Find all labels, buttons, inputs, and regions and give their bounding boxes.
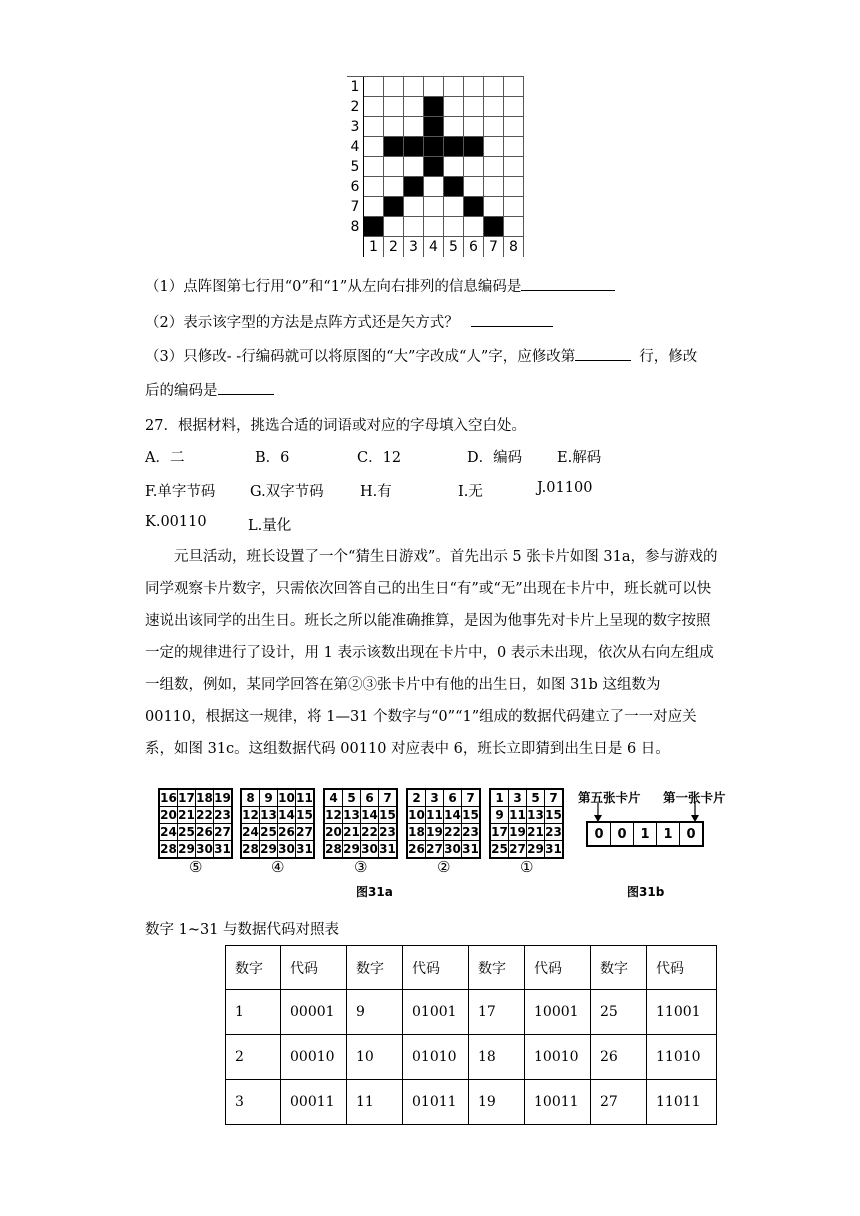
option-a: A．二 xyxy=(145,450,185,466)
card-number: 16 xyxy=(160,791,177,805)
card-number: 21 xyxy=(178,808,195,822)
card-number: 25 xyxy=(178,825,195,839)
card-number: 29 xyxy=(343,842,360,856)
figure-31a-caption: 图31a xyxy=(356,885,393,899)
matrix-cell xyxy=(504,117,524,137)
matrix-cell xyxy=(484,217,504,237)
code-table xyxy=(225,945,717,1125)
card-number: 18 xyxy=(408,825,425,839)
card-number: 22 xyxy=(361,825,378,839)
card-number: 6 xyxy=(361,789,379,807)
matrix-cell xyxy=(424,137,444,157)
table-cell: 01001 xyxy=(403,990,469,1035)
matrix-cell xyxy=(464,217,484,237)
card-number: 2 xyxy=(407,789,426,807)
matrix-cell xyxy=(384,77,404,97)
matrix-cell xyxy=(504,217,524,237)
matrix-cell xyxy=(464,157,484,177)
card-number: 8 xyxy=(241,789,260,807)
option-g: G.双字节码 xyxy=(250,484,324,500)
card-number: 26 xyxy=(278,825,295,839)
matrix-col-label: 5 xyxy=(444,237,464,257)
matrix-cell xyxy=(424,77,444,97)
table-cell: 27 xyxy=(591,1080,647,1125)
fig31b-label-right: 第一张卡片 xyxy=(663,790,726,805)
matrix-cell xyxy=(464,97,484,117)
table-cell: 9 xyxy=(347,990,403,1035)
matrix-cell xyxy=(484,117,504,137)
matrix-cell xyxy=(444,137,464,157)
matrix-cell xyxy=(404,177,424,197)
matrix-cell xyxy=(484,157,504,177)
matrix-cell xyxy=(504,197,524,217)
table-row xyxy=(226,990,717,1035)
bit-cell: 0 xyxy=(611,823,634,845)
card-number: 29 xyxy=(178,842,195,856)
table-cell: 11001 xyxy=(647,990,717,1035)
card-number: 5 xyxy=(527,789,545,807)
card-number: 14 xyxy=(278,808,295,822)
card-number: 23 xyxy=(462,825,479,839)
matrix-cell xyxy=(404,97,424,117)
table-cell: 00001 xyxy=(281,990,347,1035)
matrix-cell xyxy=(504,137,524,157)
option-d: D．编码 xyxy=(467,450,523,466)
matrix-cell xyxy=(404,157,424,177)
card-number: 11 xyxy=(296,791,313,805)
number-card xyxy=(406,788,481,859)
card-number: 24 xyxy=(242,825,259,839)
card-number: 17 xyxy=(178,791,195,805)
table-header-cell: 代码 xyxy=(647,946,717,990)
fig31b-bit-box xyxy=(586,821,704,847)
card-number: 31 xyxy=(214,842,231,856)
card-label: ⑤ xyxy=(189,858,203,876)
card-label: ④ xyxy=(271,858,285,876)
matrix-col-label: 4 xyxy=(424,237,444,257)
table-cell: 10011 xyxy=(525,1080,591,1125)
matrix-cell xyxy=(364,197,384,217)
card-number: 22 xyxy=(196,808,213,822)
card-number: 25 xyxy=(491,842,508,856)
table-header-cell: 数字 xyxy=(469,946,525,990)
card-number: 7 xyxy=(379,789,398,807)
matrix-cell xyxy=(484,97,504,117)
card-number: 20 xyxy=(160,808,177,822)
bit-cell: 1 xyxy=(657,823,680,845)
number-card xyxy=(489,788,564,859)
card-number: 27 xyxy=(509,842,526,856)
number-card xyxy=(240,788,315,859)
card-number: 30 xyxy=(444,842,461,856)
option-k: K.00110 xyxy=(145,514,207,530)
card-number: 23 xyxy=(545,825,562,839)
card-number: 21 xyxy=(343,825,360,839)
matrix-row-label: 5 xyxy=(347,157,364,177)
matrix-col-label: 7 xyxy=(484,237,504,257)
matrix-cell xyxy=(424,197,444,217)
table-cell: 10010 xyxy=(525,1035,591,1080)
card-number: 7 xyxy=(462,789,481,807)
card-number: 15 xyxy=(545,808,562,822)
option-h: H.有 xyxy=(360,484,392,500)
matrix-row-label: 2 xyxy=(347,97,364,117)
matrix-cell xyxy=(364,157,384,177)
card-number: 7 xyxy=(545,789,564,807)
card-number: 11 xyxy=(426,808,443,822)
card-number: 29 xyxy=(260,842,277,856)
matrix-cell xyxy=(444,197,464,217)
card-number: 19 xyxy=(426,825,443,839)
matrix-cell xyxy=(464,177,484,197)
matrix-cell xyxy=(364,97,384,117)
card-number: 23 xyxy=(214,808,231,822)
answer-blank-4[interactable] xyxy=(218,394,274,395)
figure-31b-caption: 图31b xyxy=(627,885,665,899)
card-number: 13 xyxy=(527,808,544,822)
card-number: 13 xyxy=(260,808,277,822)
table-cell: 10001 xyxy=(525,990,591,1035)
matrix-cell xyxy=(404,77,424,97)
card-number: 4 xyxy=(324,789,343,807)
dot-matrix-figure xyxy=(347,76,524,257)
card-number: 26 xyxy=(408,842,425,856)
table-cell: 00010 xyxy=(281,1035,347,1080)
bit-cell: 1 xyxy=(634,823,657,845)
matrix-cell xyxy=(384,117,404,137)
answer-blank-3[interactable] xyxy=(575,360,631,361)
matrix-cell xyxy=(504,177,524,197)
option-c: C．12 xyxy=(357,450,402,466)
table-row xyxy=(226,1035,717,1080)
table-header-cell: 代码 xyxy=(525,946,591,990)
number-card xyxy=(323,788,398,859)
matrix-cell xyxy=(404,217,424,237)
matrix-cell xyxy=(404,137,424,157)
matrix-row xyxy=(347,137,524,157)
card-label: ① xyxy=(520,858,534,876)
card-number: 10 xyxy=(408,808,425,822)
card-number: 31 xyxy=(545,842,562,856)
card-number: 9 xyxy=(490,807,509,824)
matrix-row xyxy=(347,117,524,137)
card-number: 3 xyxy=(426,789,444,807)
card-number: 1 xyxy=(490,789,509,807)
answer-blank-2[interactable] xyxy=(471,326,553,327)
card-number: 28 xyxy=(325,842,342,856)
option-i: I.无 xyxy=(458,484,483,500)
matrix-col-label: 1 xyxy=(364,237,384,257)
matrix-cell xyxy=(444,97,464,117)
bit-cell: 0 xyxy=(588,823,611,845)
table-cell: 01010 xyxy=(403,1035,469,1080)
card-number: 19 xyxy=(509,825,526,839)
matrix-cell xyxy=(484,137,504,157)
card-number: 22 xyxy=(444,825,461,839)
card-number: 25 xyxy=(260,825,277,839)
card-number: 27 xyxy=(426,842,443,856)
table-header-cell: 代码 xyxy=(403,946,469,990)
card-number: 26 xyxy=(196,825,213,839)
q26-part3-cont: 后的编码是 xyxy=(145,379,274,400)
table-cell: 18 xyxy=(469,1035,525,1080)
matrix-cell xyxy=(504,97,524,117)
matrix-cell xyxy=(384,157,404,177)
table-cell: 26 xyxy=(591,1035,647,1080)
matrix-cell xyxy=(384,137,404,157)
card-number: 31 xyxy=(379,842,396,856)
q26-part1: （1）点阵图第七行用“0”和“1”从左向右排列的信息编码是 xyxy=(145,275,615,296)
matrix-col-label: 6 xyxy=(464,237,484,257)
matrix-cell xyxy=(484,177,504,197)
matrix-cell xyxy=(404,117,424,137)
matrix-cell xyxy=(364,77,384,97)
table-header-cell: 数字 xyxy=(591,946,647,990)
table-cell: 19 xyxy=(469,1080,525,1125)
matrix-row xyxy=(347,197,524,217)
table-row xyxy=(226,1080,717,1125)
fig31b-label-left: 第五张卡片 xyxy=(578,790,641,805)
matrix-row-label: 4 xyxy=(347,137,364,157)
card-number: 15 xyxy=(379,808,396,822)
matrix-cell xyxy=(504,157,524,177)
card-number: 21 xyxy=(527,825,544,839)
matrix-cell xyxy=(424,177,444,197)
bit-cell: 0 xyxy=(686,826,696,842)
matrix-cell xyxy=(424,97,444,117)
card-number: 9 xyxy=(260,789,278,807)
card-number: 10 xyxy=(278,791,295,805)
matrix-cell xyxy=(424,157,444,177)
card-number: 30 xyxy=(278,842,295,856)
table-title: 数字 1~31 与数据代码对照表 xyxy=(145,922,340,938)
table-cell: 17 xyxy=(469,990,525,1035)
table-cell: 11010 xyxy=(647,1035,717,1080)
matrix-cell xyxy=(484,197,504,217)
matrix-row-label: 7 xyxy=(347,197,364,217)
matrix-cell xyxy=(424,217,444,237)
card-number: 27 xyxy=(214,825,231,839)
matrix-cell xyxy=(464,197,484,217)
matrix-row xyxy=(347,217,524,237)
matrix-column-labels xyxy=(347,237,524,257)
card-number: 27 xyxy=(296,825,313,839)
matrix-cell xyxy=(384,217,404,237)
card-number: 18 xyxy=(196,791,213,805)
card-number: 31 xyxy=(462,842,479,856)
matrix-row-label: 1 xyxy=(347,77,364,97)
card-number: 3 xyxy=(509,789,527,807)
card-number: 11 xyxy=(509,808,526,822)
matrix-cell xyxy=(444,217,464,237)
card-number: 31 xyxy=(296,842,313,856)
card-number: 12 xyxy=(325,808,342,822)
matrix-row xyxy=(347,177,524,197)
matrix-cell xyxy=(444,157,464,177)
option-e: E.解码 xyxy=(557,450,602,466)
card-number: 14 xyxy=(444,808,461,822)
matrix-col-label: 2 xyxy=(384,237,404,257)
card-number: 5 xyxy=(343,789,361,807)
card-number: 13 xyxy=(343,808,360,822)
option-l: L.量化 xyxy=(248,518,292,534)
matrix-cell xyxy=(384,177,404,197)
card-number: 30 xyxy=(361,842,378,856)
matrix-col-label: 3 xyxy=(404,237,424,257)
matrix-cell xyxy=(464,117,484,137)
card-number: 12 xyxy=(242,808,259,822)
material-paragraph: 元旦活动，班长设置了一个“猜生日游戏”。首先出示 5 张卡片如图 31a，参与游戏的同学观察卡片数字，只需依次回答自己的出生日“有”或“无”出现在卡片中，班长就可以快速说出该同学的出生日。班长之所以能准确推算，是因为他事先对卡片上呈现的数字按照一定的规律进行了设计，用 1 表示该数出现在卡片中，0 表示未出现，依次从右向左组成一组数，例如，某同学回答在第②③张卡片中有他的出生日，如图 31b 这组数为 00110，根据这一规律，将 1—31 个数字与“0”“1”组成的数据代码建立了一一对应关系，如图 31c。这组数据代码 00110 对应表中 6，班长立即猜到出生日是 6 日。 xyxy=(145,549,718,757)
matrix-row xyxy=(347,77,524,97)
card-number: 28 xyxy=(242,842,259,856)
card-label: ③ xyxy=(354,858,368,876)
matrix-cell xyxy=(464,137,484,157)
card-number: 19 xyxy=(214,791,231,805)
matrix-row-label: 6 xyxy=(347,177,364,197)
option-j: J.01100 xyxy=(537,480,593,496)
matrix-cell xyxy=(364,117,384,137)
card-number: 23 xyxy=(379,825,396,839)
table-cell: 00011 xyxy=(281,1080,347,1125)
q27-title: 27．根据材料，挑选合适的词语或对应的字母填入空白处。 xyxy=(145,418,526,434)
matrix-row-label: 3 xyxy=(347,117,364,137)
table-cell: 01011 xyxy=(403,1080,469,1125)
option-b: B．6 xyxy=(255,450,290,466)
matrix-cell xyxy=(444,177,464,197)
matrix-col-label: 8 xyxy=(504,237,524,257)
table-cell: 11 xyxy=(347,1080,403,1125)
card-number: 28 xyxy=(160,842,177,856)
table-cell: 11011 xyxy=(647,1080,717,1125)
fig31b-arrows xyxy=(585,803,715,823)
card-number: 20 xyxy=(325,825,342,839)
matrix-row xyxy=(347,157,524,177)
table-cell: 1 xyxy=(226,990,281,1035)
answer-blank-1[interactable] xyxy=(521,290,615,291)
table-cell: 2 xyxy=(226,1035,281,1080)
card-number: 6 xyxy=(444,789,462,807)
table-header-cell: 代码 xyxy=(281,946,347,990)
matrix-cell xyxy=(384,97,404,117)
matrix-cell xyxy=(444,117,464,137)
table-header-cell: 数字 xyxy=(226,946,281,990)
card-number: 17 xyxy=(491,825,508,839)
matrix-cell xyxy=(364,177,384,197)
card-label: ② xyxy=(437,858,451,876)
table-cell: 10 xyxy=(347,1035,403,1080)
card-number: 15 xyxy=(296,808,313,822)
q26-part2: （2）表示该字型的方法是点阵方式还是矢方式？ xyxy=(145,311,553,332)
matrix-cell xyxy=(464,77,484,97)
table-cell: 25 xyxy=(591,990,647,1035)
q26-part3: （3）只修改- -行编码就可以将原图的“大”字改成“人”字，应修改第 行，修改 xyxy=(145,349,698,365)
card-number: 14 xyxy=(361,808,378,822)
matrix-cell xyxy=(504,77,524,97)
table-cell: 3 xyxy=(226,1080,281,1125)
matrix-cell xyxy=(424,117,444,137)
option-f: F.单字节码 xyxy=(145,484,216,500)
card-number: 24 xyxy=(160,825,177,839)
matrix-cell xyxy=(384,197,404,217)
matrix-cell xyxy=(364,137,384,157)
card-number: 30 xyxy=(196,842,213,856)
card-number: 29 xyxy=(527,842,544,856)
card-number: 15 xyxy=(462,808,479,822)
matrix-cell xyxy=(404,197,424,217)
matrix-row xyxy=(347,97,524,117)
matrix-cell xyxy=(484,77,504,97)
matrix-row-label: 8 xyxy=(347,217,364,237)
table-header-cell: 数字 xyxy=(347,946,403,990)
number-card xyxy=(158,788,233,859)
matrix-cell xyxy=(444,77,464,97)
matrix-cell xyxy=(364,217,384,237)
